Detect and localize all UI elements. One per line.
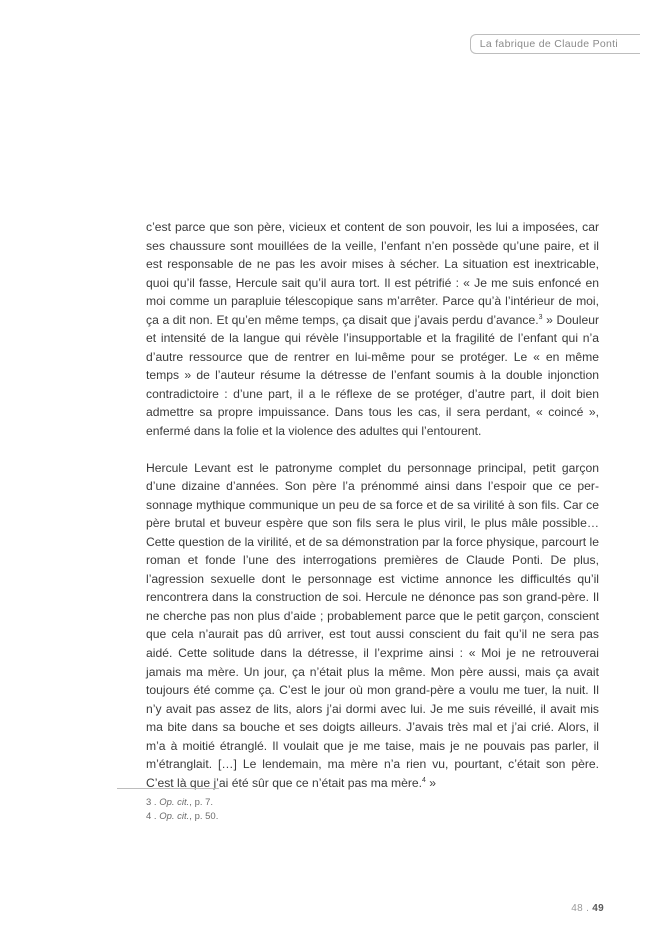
page-number: 48 . 49 — [571, 903, 604, 914]
footnote-ref-4[interactable]: 4 — [422, 776, 426, 784]
footnote-3: 3 . Op. cit., p. 7. — [146, 797, 214, 808]
paragraph-2: Hercule Levant est le patronyme complet du personnage principal, petit garçon d’une dizaine d’années. Son père l’a prénommé ainsi dans l’espoir que ce personnage mythique communique un peu de sa force et de sa virilité à son fils. Car ce père brutal et buveur espère que son fils sera le plus viril, le plus mâle possible… Cette question de la virilité, et de sa démonstration par la force physique, parcourt le roman et fonde l’une des interrogations premières de Claude Ponti. De plus, l’agression sexuelle dont le personnage est victime annonce les difficultés qu’il rencontrera dans la construction de soi. Hercule ne dénonce pas son grand-père. Il ne cherche pas non plus d’aide ; probablement parce que le petit garçon, conscient que cela n’aurait pas dû arriver, est tout aussi conscient du fait qu’il ne sera pas aidé. Cette solitude dans la détresse, il l’exprime ainsi : « Moi je ne retrouverai jamais ma mère. Un jour, ça n’était plus la même. Mon père aussi, mais ça avait toujours été comme ça. C’est le jour où mon grand-père a voulu me tuer, la nuit. Il n’y avait pas assez de lits, alors j’ai dormi avec lui. Je me suis réveillé, il avait mis ma bite dans sa bouche et ses doigts ailleurs. J’avais très mal et j’ai crié. Alors, il m’a à moitié étranglé. Il voulait que je me taise, mais je ne pouvais pas parler, il m’étranglait. […] Le lendemain, ma mère n’a rien vu, pourtant, c’était son père. C’est là que j’ai été sûr que ce n’était pas ma mère.$^4$ » — [146, 460, 599, 790]
footnote-ref-3[interactable]: 3 — [538, 313, 543, 321]
running-header — [470, 34, 640, 54]
footnotes — [146, 796, 218, 824]
running-title: La fabrique de Claude Ponti — [479, 38, 618, 50]
body-text — [146, 218, 599, 792]
footnote-4: 4 . Op. cit., p. 50. — [146, 811, 219, 822]
paragraph-1: c’est parce que son père, vicieux et content de son pouvoir, les lui a imposées, car ses chaussure sont mouillées de la veille, l’enfant n’en possède qu’une paire, et il est responsable de ne pas les avoir mises à sécher. La situation est inextricable, quoi qu’il fasse, Hercule sait qu’il aura tort. Il est pétrifié : « Je me suis enfoncé en moi comme un parapluie télescopique sans m’arrêter. Parce qu’à l’intérieur de moi, ça a dit non. Et qu’en même temps, ça disait que j’avais perdu d’avance.$^3$ » Douleur et intensité de la langue qui révèle l’insupportable et la fragilité de l’enfant qui n’a d’autre ressource que de rentrer en lui-même pour se protéger. Le « en même temps » de l’auteur résume la détresse de l’enfant soumis à la double injonction contradictoire : d’une part, il a le réflexe de se protéger, d’autre part, il doit bien admettre sa propre impuissance. Dans tous les cas, il sera perdant, « coincé », enfermé dans la folie et la violence des adultes qui l’entourent. — [146, 220, 599, 439]
footnote-divider — [117, 788, 219, 789]
